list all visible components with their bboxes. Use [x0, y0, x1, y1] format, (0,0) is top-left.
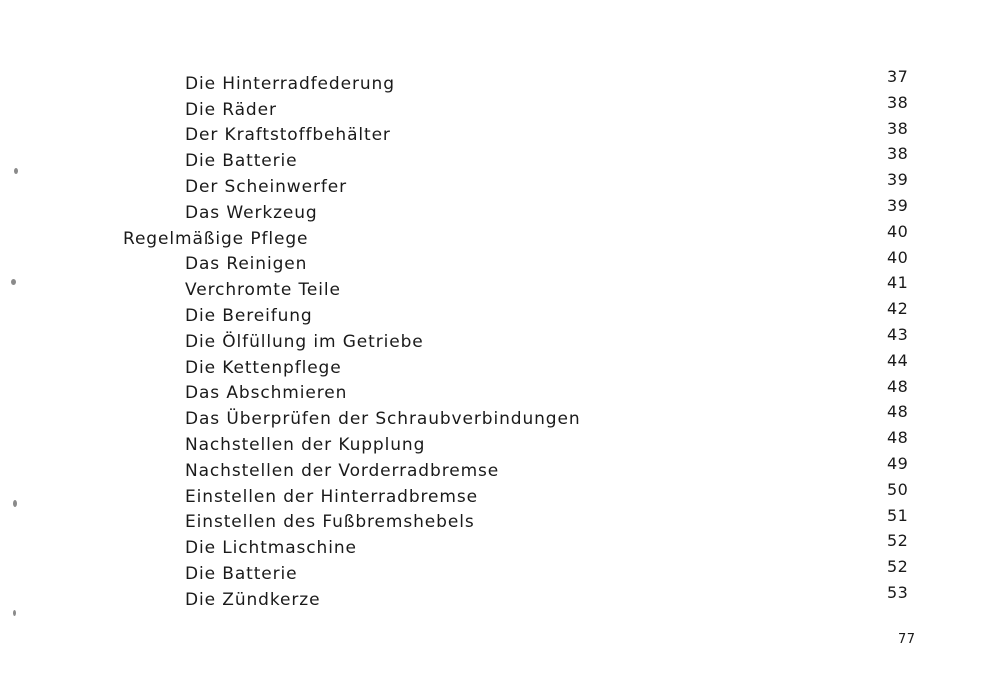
dot-leader: [330, 136, 855, 140]
toc-section-entry: [0, 221, 1000, 251]
toc-entry-page: 38: [887, 92, 909, 112]
toc-entry-title: Der Kraftstoffbehälter: [185, 125, 399, 145]
toc-entry-page: 38: [887, 118, 909, 138]
toc-entry: [0, 170, 1000, 199]
toc-entry-page: 51: [887, 505, 909, 525]
toc-entry-title: Regelmäßige Pflege: [123, 229, 316, 249]
toc-entry-title: Die Batterie: [185, 151, 306, 171]
toc-entry-page: 49: [887, 453, 909, 473]
dot-leader: [330, 291, 855, 295]
dot-leader: [330, 317, 855, 321]
page-number: 77: [898, 632, 916, 647]
toc-entry-title: Einstellen des Fußbremshebels: [185, 512, 483, 532]
dot-leader: [330, 162, 855, 166]
toc-entry-title: Verchromte Teile: [185, 280, 349, 300]
toc-entry: [0, 428, 1000, 457]
toc-entry-title: Die Hinterradfederung: [185, 74, 403, 94]
toc-entry: [0, 582, 1000, 612]
toc-entry: [0, 479, 1000, 509]
toc-entry: [0, 92, 1000, 122]
dot-leader: [330, 394, 855, 398]
toc-entry-page: 53: [887, 582, 909, 602]
toc-entry-page: 44: [887, 350, 909, 370]
toc-entry-page: 43: [887, 324, 909, 344]
toc-entry: [0, 299, 1000, 328]
toc-entry: [0, 324, 1000, 354]
dot-leader: [330, 188, 855, 192]
toc-entry: [0, 402, 1000, 431]
toc-entry: [0, 118, 1000, 148]
toc-entry-page: 48: [887, 376, 909, 396]
dot-leader: [330, 575, 855, 579]
toc-entry-title: Die Ölfüllung im Getriebe: [185, 332, 432, 352]
toc-entry-title: Die Räder: [185, 100, 285, 120]
toc-entry-page: 52: [887, 557, 909, 577]
toc-entry-title: Nachstellen der Kupplung: [185, 435, 433, 455]
toc-entry: [0, 247, 1000, 277]
toc-entry-page: 48: [887, 402, 909, 422]
toc-entry-title: Die Batterie: [185, 564, 306, 584]
toc-entry-title: Das Überprüfen der Schraubverbindungen: [185, 409, 589, 429]
toc-entry: [0, 67, 1000, 96]
toc-entry: [0, 350, 1000, 380]
toc-entry-title: Das Reinigen: [185, 254, 315, 274]
table-of-contents: [0, 67, 1000, 612]
toc-entry-page: 38: [887, 144, 909, 164]
dot-leader: [330, 240, 855, 244]
dot-leader: [330, 601, 855, 605]
toc-entry: [0, 376, 1000, 406]
dot-leader: [330, 85, 855, 89]
dot-leader: [330, 111, 855, 115]
toc-entry-page: 37: [887, 67, 909, 86]
dot-leader: [330, 214, 855, 218]
toc-entry-title: Nachstellen der Vorderradbremse: [185, 461, 507, 481]
toc-entry: [0, 195, 1000, 225]
toc-entry-title: Die Lichtmaschine: [185, 538, 365, 558]
toc-entry-page: 52: [887, 531, 909, 551]
toc-entry-title: Das Werkzeug: [185, 203, 326, 223]
toc-entry-title: Der Scheinwerfer: [185, 177, 355, 197]
toc-entry-page: 41: [887, 273, 909, 293]
toc-entry: [0, 505, 1000, 535]
toc-entry: [0, 557, 1000, 586]
toc-entry-title: Die Bereifung: [185, 306, 321, 326]
toc-entry-page: 40: [887, 247, 909, 267]
dot-leader: [330, 369, 855, 373]
toc-entry: [0, 144, 1000, 173]
toc-entry: [0, 453, 1000, 483]
toc-entry-page: 42: [887, 299, 909, 319]
dot-leader: [330, 265, 855, 269]
toc-entry: [0, 531, 1000, 560]
toc-entry-title: Die Kettenpflege: [185, 358, 350, 378]
toc-entry-title: Einstellen der Hinterradbremse: [185, 487, 486, 507]
toc-entry-page: 50: [887, 479, 909, 499]
toc-entry-page: 40: [887, 221, 909, 241]
toc-entry-page: 48: [887, 428, 909, 448]
toc-entry-page: 39: [887, 170, 909, 190]
toc-entry: [0, 273, 1000, 302]
dot-leader: [330, 549, 855, 553]
toc-entry-page: 39: [887, 195, 909, 215]
toc-entry-title: Die Zündkerze: [185, 590, 328, 610]
toc-entry-title: Das Abschmieren: [185, 383, 355, 403]
